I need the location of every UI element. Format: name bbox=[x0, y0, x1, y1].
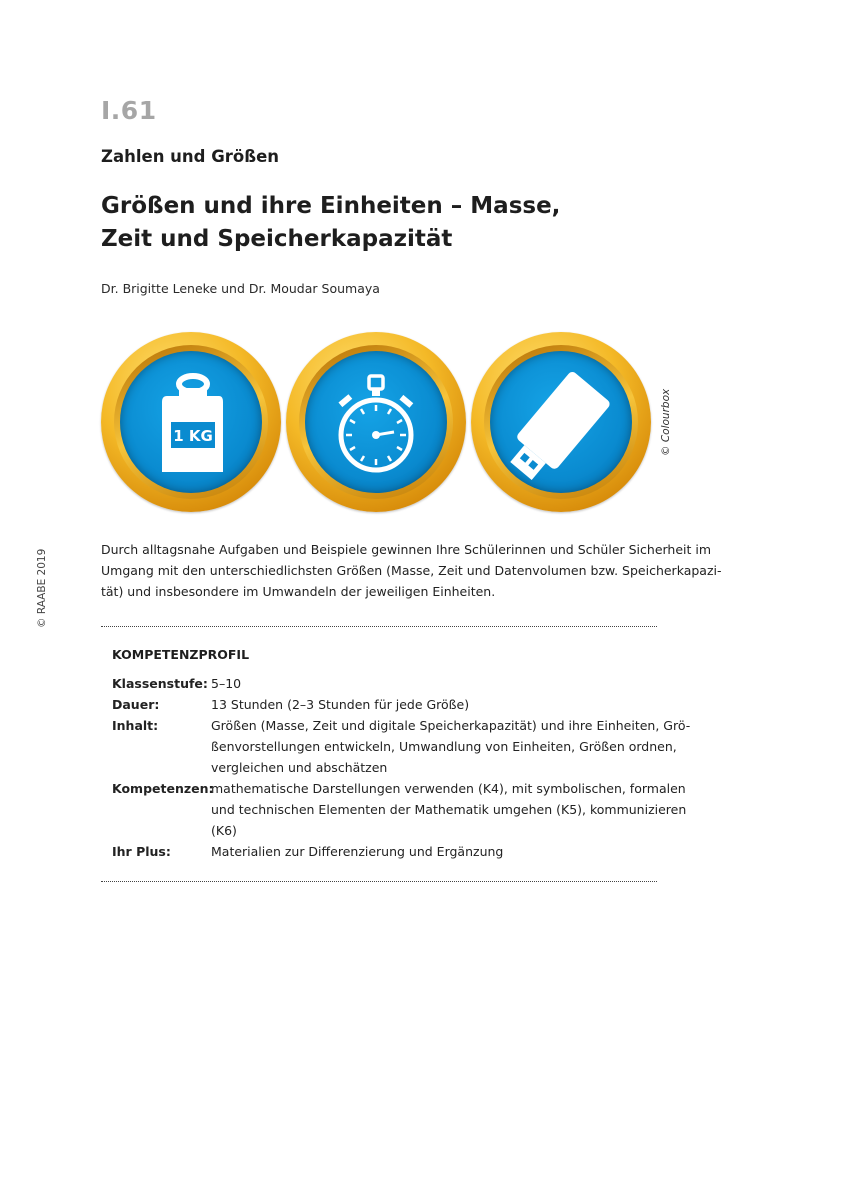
usb-medallion bbox=[471, 332, 651, 512]
profile-value-line: 5–10 bbox=[211, 676, 242, 691]
profile-value-line: mathematische Darstellungen verwenden (K4), mit symbolischen, formalen bbox=[211, 781, 686, 796]
profile-row-plus bbox=[112, 841, 652, 862]
profile-value-line: vergleichen und abschätzen bbox=[211, 760, 388, 775]
copyright-notice: © RAABE 2019 bbox=[36, 548, 48, 628]
chapter-code: I.61 bbox=[101, 96, 157, 125]
weight-label: 1 KG bbox=[173, 427, 213, 445]
competence-profile bbox=[112, 673, 691, 862]
profile-heading: KOMPETENZPROFIL bbox=[112, 647, 250, 662]
intro-paragraph bbox=[101, 539, 722, 602]
profile-label: Klassenstufe: bbox=[112, 676, 208, 691]
profile-row-grade bbox=[112, 673, 652, 694]
usb-stick-icon bbox=[471, 332, 651, 512]
divider-top bbox=[101, 626, 657, 627]
profile-label: Inhalt: bbox=[112, 718, 159, 733]
intro-line: tät) und insbesondere im Umwandeln der jeweiligen Einheiten. bbox=[101, 584, 496, 599]
profile-row-competences bbox=[112, 778, 687, 841]
profile-label: Dauer: bbox=[112, 697, 160, 712]
title-line-1: Größen und ihre Einheiten – Masse, bbox=[101, 193, 561, 219]
profile-row-content bbox=[112, 715, 691, 778]
image-credit: © Colourbox bbox=[660, 388, 672, 456]
profile-value-line: Materialien zur Differenzierung und Ergänzung bbox=[211, 844, 504, 859]
weight-medallion bbox=[101, 332, 281, 512]
weight-icon bbox=[101, 332, 281, 512]
authors: Dr. Brigitte Leneke und Dr. Moudar Soumaya bbox=[101, 281, 380, 296]
profile-value-line: Größen (Masse, Zeit und digitale Speicherkapazität) und ihre Einheiten, Grö- bbox=[211, 718, 691, 733]
profile-value-line: (K6) bbox=[211, 823, 237, 838]
divider-bottom bbox=[101, 881, 657, 882]
intro-line: Umgang mit den unterschiedlichsten Größen (Masse, Zeit und Datenvolumen bzw. Speicherkapazi- bbox=[101, 563, 722, 578]
title-line-2: Zeit und Speicherkapazität bbox=[101, 226, 453, 252]
topic-images bbox=[101, 332, 666, 512]
profile-label: Kompetenzen: bbox=[112, 781, 214, 796]
page-title bbox=[101, 190, 560, 256]
stopwatch-icon bbox=[286, 332, 466, 512]
profile-value bbox=[211, 778, 686, 841]
profile-value bbox=[211, 841, 652, 862]
profile-value bbox=[211, 715, 690, 778]
profile-value-line: ßenvorstellungen entwickeln, Umwandlung von Einheiten, Größen ordnen, bbox=[211, 739, 677, 754]
subject-heading: Zahlen und Größen bbox=[101, 147, 280, 166]
profile-value bbox=[211, 694, 652, 715]
profile-value-line: und technischen Elementen der Mathematik umgehen (K5), kommunizieren bbox=[211, 802, 687, 817]
stopwatch-medallion bbox=[286, 332, 466, 512]
intro-line: Durch alltagsnahe Aufgaben und Beispiele gewinnen Ihre Schülerinnen und Schüler Sicherheit im bbox=[101, 542, 712, 557]
profile-value-line: 13 Stunden (2–3 Stunden für jede Größe) bbox=[211, 697, 470, 712]
profile-row-duration bbox=[112, 694, 652, 715]
profile-label: Ihr Plus: bbox=[112, 844, 171, 859]
profile-value bbox=[211, 673, 652, 694]
